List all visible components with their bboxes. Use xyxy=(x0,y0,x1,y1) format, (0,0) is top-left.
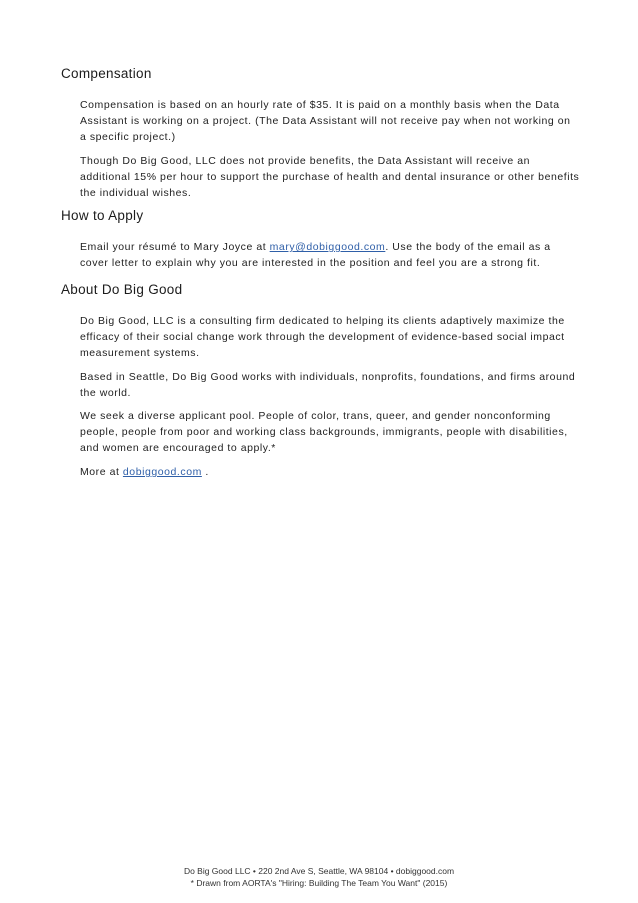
apply-text-after: . Use the body of the email as a cover letter to explain why you are interested in the position and feel you are a strong fit. xyxy=(80,241,551,269)
about-paragraph-diversity: We seek a diverse applicant pool. People of color, trans, queer, and gender nonconforming people, people from poor and working class backgrounds, immigrants, people with disabilities, and women are encouraged to apply.* xyxy=(80,410,568,454)
how-to-apply-paragraph xyxy=(80,239,580,271)
compensation-paragraph-benefits: Though Do Big Good, LLC does not provide benefits, the Data Assistant will receive an additional 15% per hour to support the purchase of health and dental insurance or other benefits the individual wishes. xyxy=(80,155,580,199)
about-paragraph-location: Based in Seattle, Do Big Good works with individuals, nonprofits, foundations, and firms around the world. xyxy=(80,371,576,399)
website-link[interactable]: dobiggood.com xyxy=(122,466,202,478)
footer-citation: * Drawn from AORTA's "Hiring: Building The Team You Want" (2015) xyxy=(190,878,448,888)
compensation-heading: Compensation xyxy=(61,66,152,81)
more-suffix: . xyxy=(201,466,209,478)
about-paragraph-firm: Do Big Good, LLC is a consulting firm dedicated to helping its clients adaptively maximize the efficacy of their social change work through the development of evidence-based social impact measurement systems. xyxy=(80,315,565,359)
more-at-line xyxy=(80,464,580,480)
email-link[interactable]: mary@dobiggood.com xyxy=(269,241,386,253)
how-to-apply-heading: How to Apply xyxy=(61,208,144,223)
footer-address: Do Big Good LLC • 220 2nd Ave S, Seattle, WA 98104 • dobiggood.com xyxy=(183,866,455,876)
apply-text-before: Email your résumé to Mary Joyce at xyxy=(80,241,270,253)
compensation-paragraph-rate: Compensation is based on an hourly rate of $35. It is paid on a monthly basis when the Data Assistant is working on a project. (The Data Assistant will not receive pay when not working on a specific project.) xyxy=(80,99,571,143)
more-prefix: More at xyxy=(80,466,123,478)
about-heading: About Do Big Good xyxy=(61,282,183,297)
